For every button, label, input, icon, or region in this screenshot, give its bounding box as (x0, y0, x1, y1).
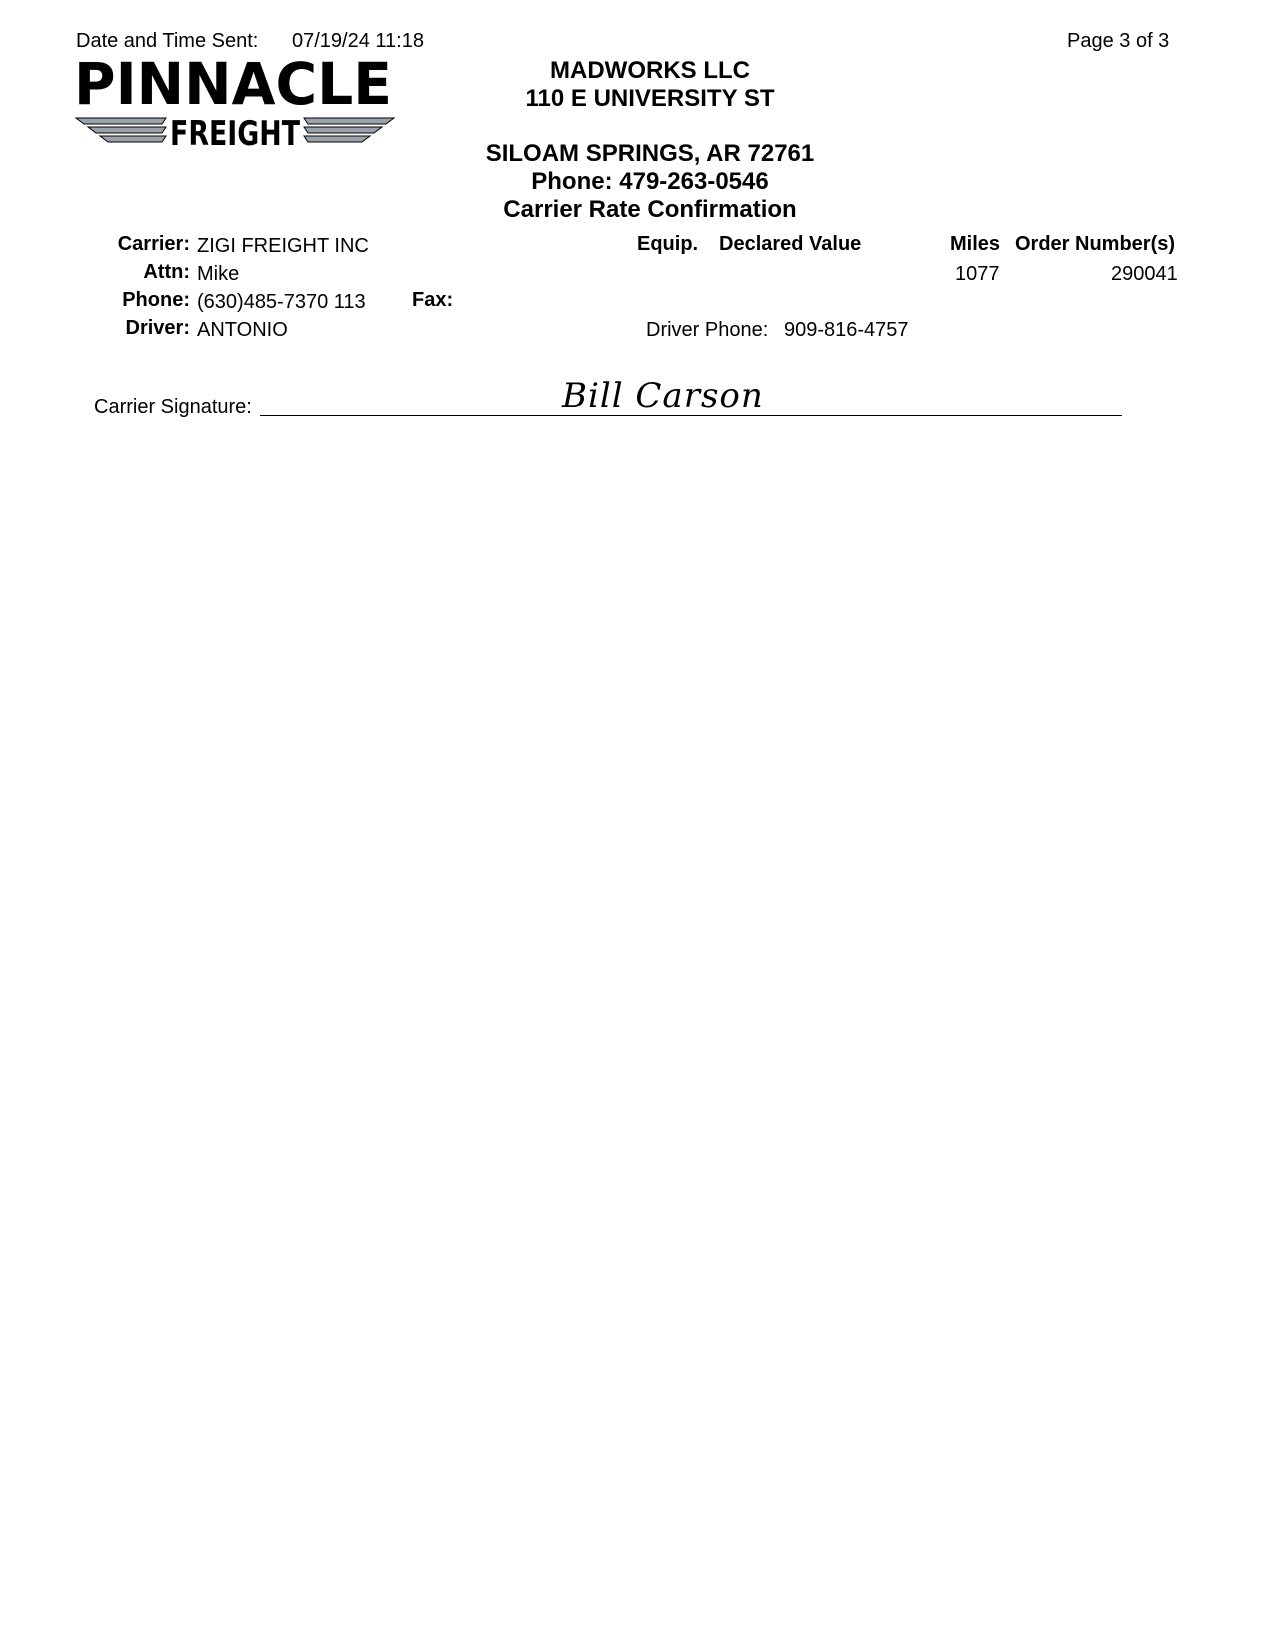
col-order-numbers: Order Number(s) (1015, 233, 1176, 255)
company-city: SILOAM SPRINGS, AR 72761 (485, 140, 815, 167)
row-miles: 1077 (955, 263, 1000, 285)
phone-value: (630)485-7370 113 (197, 291, 366, 313)
carrier-label: Carrier: (117, 233, 190, 255)
col-equip: Equip. (637, 233, 699, 255)
attn-value: Mike (197, 263, 240, 285)
company-phone: Phone: 479-263-0546 (531, 168, 769, 195)
col-miles: Miles (950, 233, 1001, 255)
pinnacle-freight-logo (74, 54, 396, 152)
fax-label: Fax: (412, 289, 454, 311)
driver-phone-value: 909-816-4757 (784, 319, 909, 341)
date-sent-label: Date and Time Sent: (76, 30, 259, 52)
signature-handwriting: Bill Carson (562, 376, 764, 416)
col-declared-value: Declared Value (719, 233, 862, 255)
driver-phone-label: Driver Phone: (646, 319, 769, 341)
company-name: MADWORKS LLC (550, 57, 750, 84)
row-order-number: 290041 (1111, 263, 1178, 285)
document-title: Carrier Rate Confirmation (503, 196, 797, 223)
logo-word-freight: FREIGHT (170, 114, 301, 152)
driver-value: ANTONIO (197, 319, 288, 341)
attn-label: Attn: (143, 261, 190, 283)
phone-label: Phone: (122, 289, 190, 311)
carrier-value: ZIGI FREIGHT INC (197, 235, 369, 257)
date-sent-value: 07/19/24 11:18 (292, 30, 424, 52)
signature-label: Carrier Signature: (94, 396, 252, 418)
driver-label: Driver: (125, 317, 190, 339)
page-number: Page 3 of 3 (1067, 30, 1170, 52)
logo-word-pinnacle: PINNACLE (74, 54, 392, 118)
company-street: 110 E UNIVERSITY ST (525, 85, 775, 112)
